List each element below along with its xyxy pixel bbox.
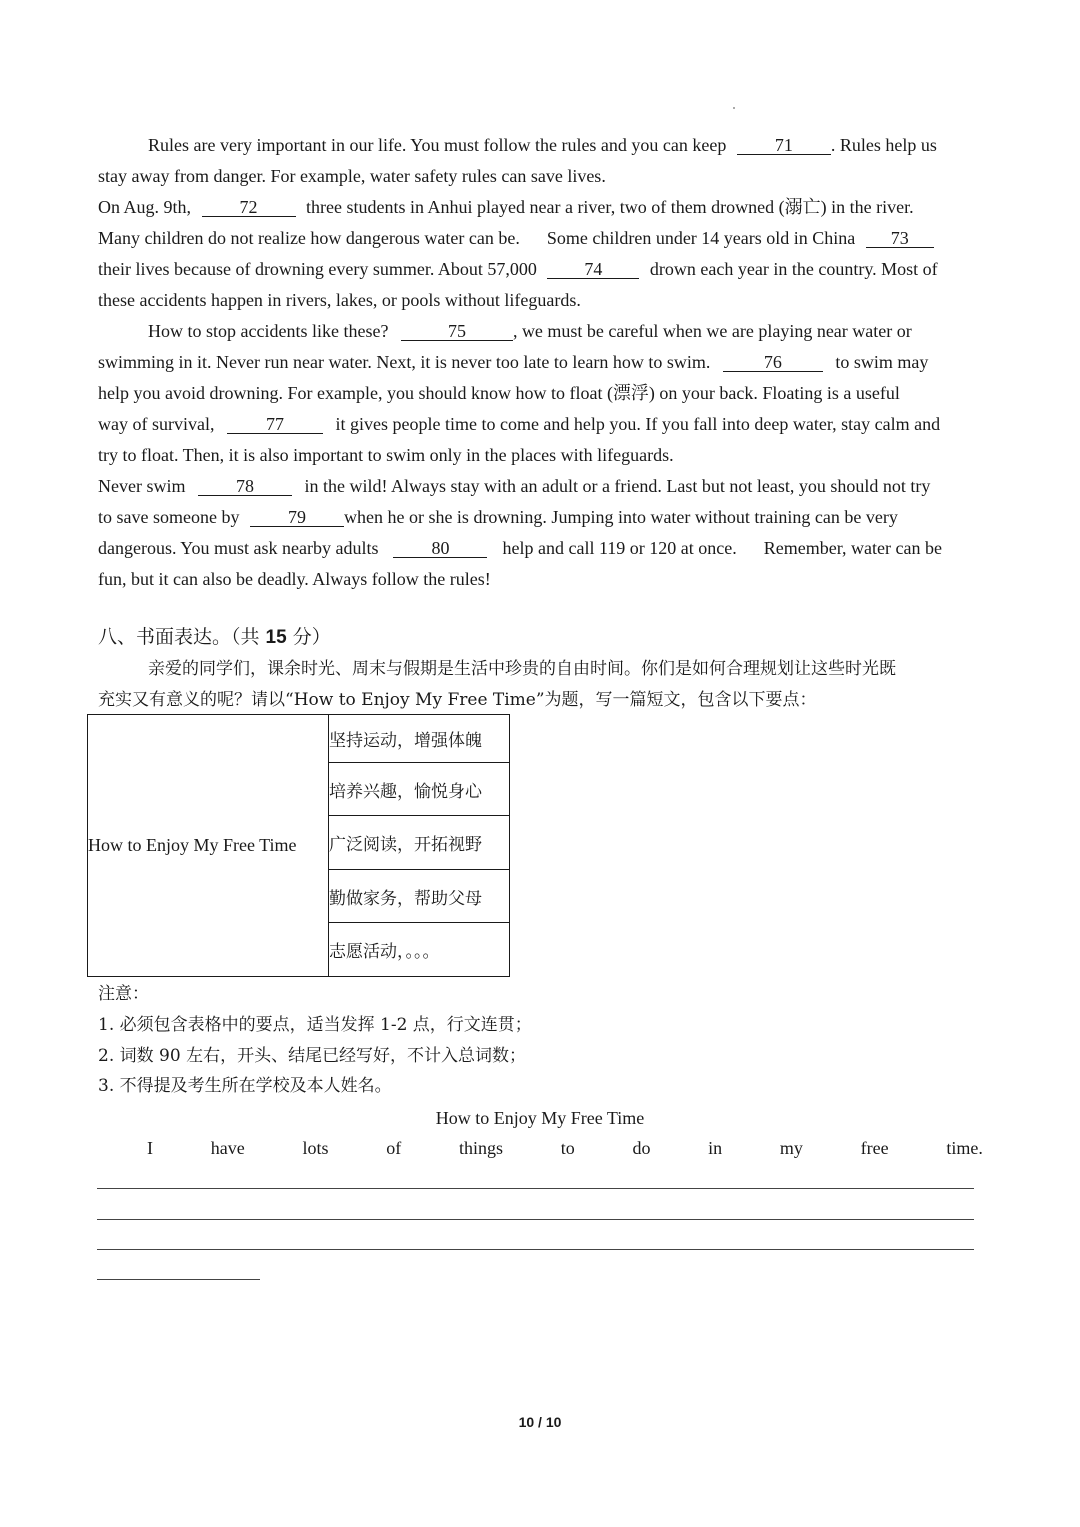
requirements-table: [87, 714, 510, 977]
passage-line: [98, 413, 940, 435]
blank-77: 77: [227, 415, 323, 434]
passage-text: Rules are very important in our life. You must follow the rules and you can keep: [148, 135, 727, 155]
intro-line: 充实又有意义的呢？请以“How to Enjoy My Free Time”为题，写一篇短文，包含以下要点：: [98, 690, 817, 710]
passage-text: their lives because of drowning every summer. About 57,000: [98, 259, 537, 279]
table-point: 勤做家务，帮助父母: [329, 870, 510, 923]
passage-line: [98, 351, 928, 373]
essay-word: time.: [946, 1138, 983, 1158]
passage-line: these accidents happen in rivers, lakes, or pools without lifeguards.: [98, 290, 581, 310]
passage-line: [98, 227, 934, 249]
passage-line: try to float. Then, it is also important to swim only in the places with lifeguards.: [98, 445, 674, 465]
blank-79: 79: [250, 508, 344, 527]
passage-line: fun, but it can also be deadly. Always follow the rules!: [98, 569, 491, 589]
blank-80: 80: [393, 539, 487, 558]
blank-76: 76: [723, 353, 823, 372]
writing-line[interactable]: [97, 1249, 974, 1250]
note-item: 1. 必须包含表格中的要点，适当发挥 1-2 点，行文连贯；: [98, 1015, 532, 1035]
passage-text: Many children do not realize how dangerous water can be. Some children under 14 years old in China: [98, 228, 856, 248]
passage-line: stay away from danger. For example, water safety rules can save lives.: [98, 166, 606, 186]
essay-word: my: [779, 1138, 803, 1158]
blank-75: 75: [401, 322, 513, 341]
passage-text: Never swim: [98, 476, 186, 496]
passage-text: dangerous. You must ask nearby adults: [98, 538, 379, 558]
passage-line: [148, 134, 937, 156]
passage-text: drown each year in the country. Most of: [649, 259, 938, 279]
blank-73: 73: [866, 229, 934, 248]
note-item: 2. 词数 90 左右，开头、结尾已经写好，不计入总词数；: [98, 1046, 527, 1066]
writing-line[interactable]: [97, 1279, 260, 1280]
table-point: 志愿活动，。。。: [329, 923, 510, 977]
passage-line: [98, 506, 898, 528]
passage-text: to swim may: [835, 352, 929, 372]
heading-text: 八、书面表达。（共: [98, 626, 266, 648]
passage-line: [98, 196, 914, 218]
passage-text: On Aug. 9th,: [98, 197, 192, 217]
essay-word: lots: [302, 1138, 329, 1158]
passage-line: [148, 320, 912, 342]
passage-text: in the wild! Always stay with an adult or a friend. Last but not least, you should not try: [304, 476, 931, 496]
passage-line: [98, 537, 942, 559]
passage-text: when he or she is drowning. Jumping into water without training can be very: [343, 507, 898, 527]
note-item: 3. 不得提及考生所在学校及本人姓名。: [98, 1076, 392, 1096]
table-point: 广泛阅读，开拓视野: [329, 816, 510, 870]
blank-74: 74: [547, 260, 639, 279]
passage-text: help and call 119 or 120 at once. Remember, water can be: [502, 538, 942, 558]
scan-dot: [733, 107, 735, 109]
blank-78: 78: [198, 477, 292, 496]
table-point: 培养兴趣，愉悦身心: [329, 763, 510, 816]
essay-word: to: [560, 1138, 575, 1158]
heading-text: 分）: [286, 626, 331, 648]
passage-text: to save someone by: [98, 507, 240, 527]
essay-word: I: [147, 1138, 153, 1158]
table-topic: How to Enjoy My Free Time: [88, 715, 329, 977]
essay-word: have: [210, 1138, 245, 1158]
page-number: 10 / 10: [518, 1414, 562, 1430]
heading-score: 15: [265, 627, 287, 648]
table-point: 坚持运动，增强体魄: [329, 715, 510, 763]
passage-line: [98, 258, 938, 280]
essay-word: do: [632, 1138, 651, 1158]
section-heading: [98, 626, 331, 649]
passage-text: . Rules help us: [830, 135, 937, 155]
passage-line: help you avoid drowning. For example, you should know how to float (漂浮) on your back. Floating is a useful: [98, 383, 900, 403]
passage-text: swimming in it. Never run near water. Next, it is never too late to learn how to swim.: [98, 352, 711, 372]
passage-text: How to stop accidents like these?: [148, 321, 389, 341]
writing-line[interactable]: [97, 1188, 974, 1189]
blank-72: 72: [202, 198, 296, 217]
essay-word: in: [708, 1138, 723, 1158]
passage-text: , we must be careful when we are playing near water or: [512, 321, 912, 341]
writing-line[interactable]: [97, 1219, 974, 1220]
essay-word: things: [458, 1138, 503, 1158]
essay-word: free: [860, 1138, 889, 1158]
passage-text: it gives people time to come and help you. If you fall into deep water, stay calm and: [335, 414, 941, 434]
note-title: 注意：: [98, 984, 149, 1004]
essay-opening-line: [147, 1137, 983, 1159]
passage-text: three students in Anhui played near a river, two of them drowned (溺亡) in the river.: [306, 197, 914, 217]
blank-71: 71: [737, 136, 831, 155]
essay-title: How to Enjoy My Free Time: [435, 1108, 645, 1128]
essay-word: of: [386, 1138, 402, 1158]
intro-line: 亲爱的同学们，课余时光、周末与假期是生活中珍贵的自由时间。你们是如何合理规划让这些时光既: [148, 659, 896, 679]
passage-text: way of survival,: [98, 414, 215, 434]
passage-line: [98, 475, 930, 497]
